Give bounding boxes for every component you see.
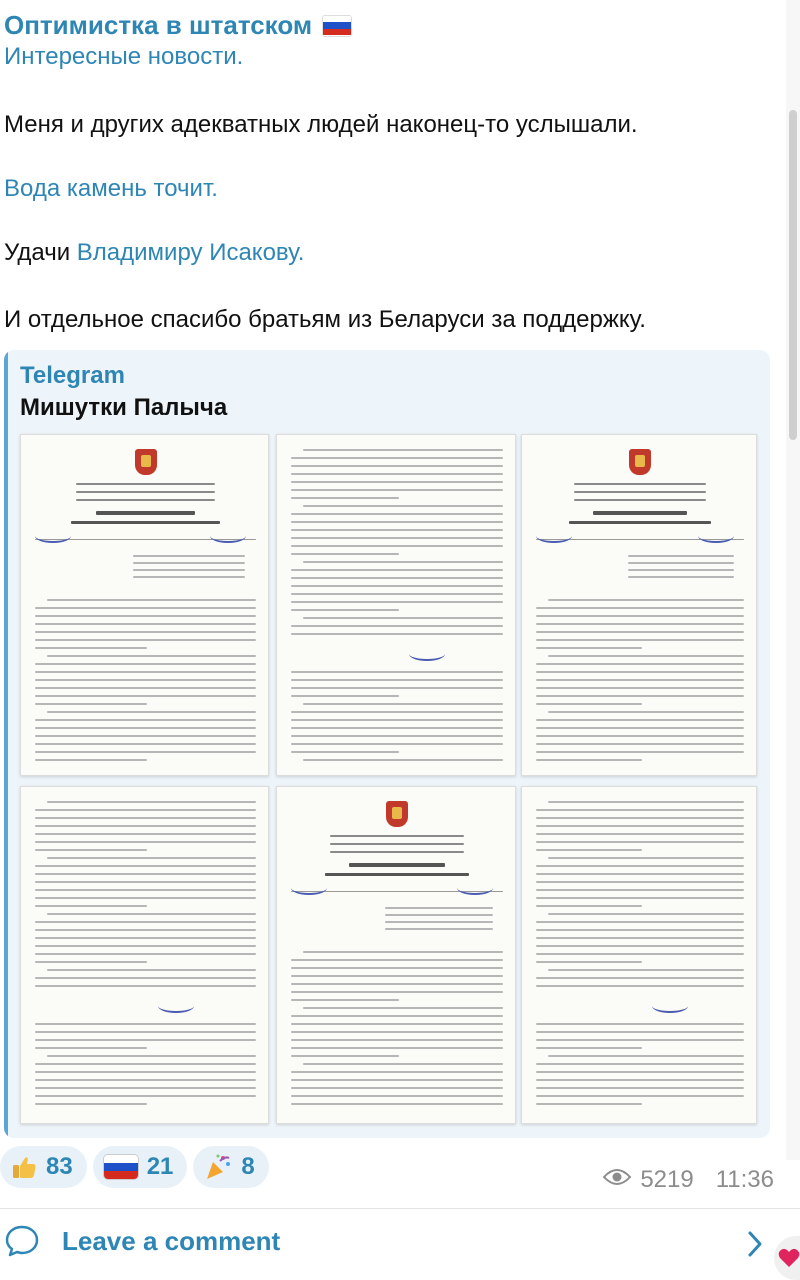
body-text-line — [35, 663, 256, 665]
body-text-line — [536, 937, 744, 939]
body-text-line — [291, 743, 503, 745]
body-text-line — [35, 631, 256, 633]
letterhead-title-line — [593, 511, 687, 515]
body-text-line — [536, 817, 744, 819]
letterhead-line — [330, 843, 464, 845]
body-text-line — [303, 703, 503, 705]
letterhead-line — [574, 483, 706, 485]
body-text-line — [303, 1007, 503, 1009]
body-text-line — [35, 735, 256, 737]
body-text-line — [47, 857, 256, 859]
handwritten-number-mark — [210, 529, 246, 543]
body-text-line — [291, 719, 503, 721]
signature-mark — [409, 647, 445, 661]
body-text-line — [536, 615, 744, 617]
post-time: 11:36 — [715, 1166, 774, 1193]
body-text-line — [35, 679, 256, 681]
body-text-line — [291, 751, 399, 753]
body-text-line — [47, 711, 256, 713]
body-text-line — [536, 953, 744, 955]
body-text-line — [291, 1079, 503, 1081]
body-text-line — [35, 1095, 256, 1097]
view-count: 5219 — [640, 1166, 694, 1193]
addressee-line — [133, 569, 245, 571]
body-text-line — [536, 703, 642, 705]
body-text-line — [536, 759, 642, 761]
divider — [0, 1208, 800, 1209]
body-text-line — [536, 833, 744, 835]
body-text-line — [291, 529, 503, 531]
body-text-line — [536, 735, 744, 737]
body-text-line — [291, 1015, 503, 1017]
body-text-line — [35, 953, 256, 955]
body-text-line — [35, 719, 256, 721]
body-text-line — [536, 881, 744, 883]
body-text-line — [291, 679, 503, 681]
preview-accent-bar — [4, 350, 8, 1138]
body-text-line — [536, 623, 744, 625]
handwritten-date-mark — [536, 529, 572, 543]
comment-bubble-icon — [4, 1224, 40, 1263]
handwritten-number-mark — [457, 881, 493, 895]
body-text-line — [303, 759, 503, 761]
body-text-line — [291, 569, 503, 571]
addressee-line — [628, 576, 734, 578]
body-text-line — [35, 687, 256, 689]
addressee-line — [385, 928, 493, 930]
body-text-line — [536, 1031, 744, 1033]
body-text-line — [35, 825, 256, 827]
body-text-line — [303, 561, 503, 563]
letterhead-title-line — [569, 521, 711, 524]
body-text-line — [35, 751, 256, 753]
body-text-line — [35, 703, 147, 705]
reaction-party[interactable] — [193, 1146, 268, 1188]
body-text-line — [35, 937, 256, 939]
comment-label: Leave a comment — [62, 1226, 281, 1256]
body-text-line — [35, 905, 147, 907]
body-text-line — [548, 655, 744, 657]
document-scan[interactable] — [521, 434, 757, 776]
letterhead-line — [76, 491, 215, 493]
body-text-line — [536, 1071, 744, 1073]
addressee-line — [133, 555, 245, 557]
channel-title: Оптимистка в штатском — [4, 10, 313, 40]
body-text-line — [35, 647, 147, 649]
addressee-line — [385, 921, 493, 923]
addressee-line — [133, 576, 245, 578]
body-text-line — [291, 687, 503, 689]
body-text-line — [548, 1055, 744, 1057]
body-text-line — [35, 615, 256, 617]
body-text-line — [291, 601, 503, 603]
body-text-line — [35, 1103, 147, 1105]
body-text-line — [35, 985, 256, 987]
body-text-line — [536, 985, 744, 987]
russia-flag-icon — [322, 15, 352, 37]
body-text-line — [35, 743, 256, 745]
body-text-line — [291, 1047, 503, 1049]
scrollbar-thumb[interactable] — [789, 110, 797, 440]
body-text-line — [291, 975, 503, 977]
body-text-line — [35, 889, 256, 891]
body-text-line — [35, 865, 256, 867]
body-text-line — [536, 743, 744, 745]
body-text-line — [35, 1063, 256, 1065]
body-text-line — [291, 1055, 399, 1057]
body-text-line — [291, 465, 503, 467]
letterhead-title-line — [349, 863, 445, 867]
body-text-line — [536, 1087, 744, 1089]
body-text-line — [536, 905, 642, 907]
body-text-line — [291, 481, 503, 483]
reaction-flag[interactable] — [93, 1146, 188, 1188]
post-line-heard: Меня и других адекватных людей наконец-то услышали. — [4, 111, 638, 138]
chevron-right-icon — [746, 1230, 764, 1263]
body-text-line — [35, 1087, 256, 1089]
addressee-line — [385, 907, 493, 909]
body-text-line — [35, 977, 256, 979]
body-text-line — [291, 735, 503, 737]
body-text-line — [47, 801, 256, 803]
body-text-line — [35, 945, 256, 947]
state-emblem-icon — [629, 449, 651, 475]
scrollbar-track[interactable] — [786, 0, 800, 1160]
body-text-line — [291, 1071, 503, 1073]
body-text-line — [47, 655, 256, 657]
body-text-line — [536, 865, 744, 867]
body-text-line — [291, 671, 503, 673]
body-text-line — [536, 751, 744, 753]
body-text-line — [291, 593, 503, 595]
body-text-line — [291, 1103, 503, 1105]
body-text-line — [291, 545, 503, 547]
letterhead-title-line — [325, 873, 469, 876]
body-text-line — [35, 727, 256, 729]
body-text-line — [291, 609, 399, 611]
body-text-line — [35, 1023, 256, 1025]
body-text-line — [536, 719, 744, 721]
body-text-line — [47, 913, 256, 915]
post-line-link-water[interactable]: Вода камень точит. — [4, 175, 218, 202]
body-text-line — [291, 489, 503, 491]
body-text-line — [291, 967, 503, 969]
body-text-line — [35, 1031, 256, 1033]
document-scan[interactable] — [20, 434, 269, 776]
heart-icon — [778, 1248, 800, 1273]
body-text-line — [303, 617, 503, 619]
signature-mark — [158, 999, 194, 1013]
body-text-line — [536, 921, 744, 923]
body-text-line — [291, 1031, 503, 1033]
body-text-line — [291, 497, 399, 499]
body-text-line — [536, 695, 744, 697]
link-preview-card[interactable] — [4, 350, 770, 1138]
reactions-bar — [0, 1146, 269, 1188]
body-text-line — [548, 801, 744, 803]
body-text-line — [35, 809, 256, 811]
body-text-line — [35, 929, 256, 931]
body-text-line — [47, 1055, 256, 1057]
body-text-line — [536, 687, 744, 689]
thumbs-up-icon — [10, 1153, 38, 1181]
body-text-line — [536, 961, 642, 963]
channel-name[interactable] — [4, 10, 352, 41]
body-text-line — [536, 647, 642, 649]
body-text-line — [303, 505, 503, 507]
document-scan[interactable] — [276, 786, 516, 1124]
isakov-link[interactable]: Владимиру Исакову. — [76, 239, 305, 266]
letterhead-line — [574, 499, 706, 501]
body-text-line — [291, 585, 503, 587]
reaction-thumbs-up[interactable] — [0, 1146, 87, 1188]
post-line-link-news[interactable]: Интересные новости. — [4, 43, 244, 70]
body-text-line — [35, 1039, 256, 1041]
russia-flag-icon — [103, 1154, 139, 1180]
body-text-line — [35, 607, 256, 609]
body-text-line — [303, 449, 503, 451]
body-text-line — [536, 977, 744, 979]
body-text-line — [536, 945, 744, 947]
body-text-line — [35, 921, 256, 923]
leave-comment-button[interactable] — [0, 1210, 800, 1280]
body-text-line — [536, 809, 744, 811]
body-text-line — [536, 873, 744, 875]
body-text-line — [536, 929, 744, 931]
body-text-line — [536, 1047, 642, 1049]
body-text-line — [291, 457, 503, 459]
body-text-line — [536, 727, 744, 729]
body-text-line — [536, 671, 744, 673]
body-text-line — [35, 623, 256, 625]
reaction-count: 83 — [46, 1153, 73, 1180]
body-text-line — [35, 841, 256, 843]
body-text-line — [35, 1071, 256, 1073]
body-text-line — [536, 607, 744, 609]
signature-mark — [652, 999, 688, 1013]
document-scan[interactable] — [20, 786, 269, 1124]
letterhead-line — [76, 499, 215, 501]
body-text-line — [291, 1039, 503, 1041]
body-text-line — [291, 1095, 503, 1097]
body-text-line — [291, 521, 503, 523]
good-luck-text: Удачи — [4, 239, 77, 266]
document-scan[interactable] — [521, 786, 757, 1124]
handwritten-number-mark — [698, 529, 734, 543]
body-text-line — [291, 999, 399, 1001]
body-text-line — [35, 1079, 256, 1081]
body-text-line — [291, 727, 503, 729]
body-text-line — [291, 513, 503, 515]
body-text-line — [291, 553, 399, 555]
body-text-line — [291, 473, 503, 475]
body-text-line — [303, 1063, 503, 1065]
body-text-line — [47, 969, 256, 971]
body-text-line — [536, 1079, 744, 1081]
body-text-line — [291, 983, 503, 985]
body-text-line — [35, 881, 256, 883]
body-text-line — [35, 897, 256, 899]
body-text-line — [536, 1095, 744, 1097]
body-text-line — [291, 991, 503, 993]
reaction-count: 8 — [241, 1153, 255, 1180]
body-text-line — [536, 889, 744, 891]
body-text-line — [47, 599, 256, 601]
addressee-line — [628, 555, 734, 557]
body-text-line — [35, 817, 256, 819]
body-text-line — [548, 857, 744, 859]
body-text-line — [548, 969, 744, 971]
body-text-line — [536, 849, 642, 851]
post-meta — [602, 1166, 774, 1194]
letterhead-line — [574, 491, 706, 493]
body-text-line — [35, 759, 147, 761]
body-text-line — [291, 1087, 503, 1089]
handwritten-date-mark — [35, 529, 71, 543]
addressee-line — [628, 569, 734, 571]
handwritten-date-mark — [291, 881, 327, 895]
body-text-line — [303, 951, 503, 953]
body-text-line — [536, 1103, 642, 1105]
preview-source: Telegram — [20, 362, 125, 389]
body-text-line — [536, 663, 744, 665]
letterhead-line — [330, 835, 464, 837]
preview-title: Мишутки Палыча — [20, 394, 228, 421]
letterhead-title-line — [96, 511, 196, 515]
reaction-count: 21 — [146, 1153, 174, 1180]
body-text-line — [536, 679, 744, 681]
body-text-line — [536, 897, 744, 899]
body-text-line — [291, 711, 503, 713]
body-text-line — [536, 825, 744, 827]
body-text-line — [35, 695, 256, 697]
body-text-line — [548, 599, 744, 601]
body-text-line — [536, 631, 744, 633]
body-text-line — [35, 961, 147, 963]
letterhead-line — [76, 483, 215, 485]
state-emblem-icon — [135, 449, 157, 475]
body-text-line — [536, 1039, 744, 1041]
state-emblem-icon — [386, 801, 408, 827]
body-text-line — [291, 1023, 503, 1025]
body-text-line — [548, 711, 744, 713]
eye-icon — [602, 1166, 632, 1194]
body-text-line — [291, 695, 399, 697]
letterhead-title-line — [71, 521, 220, 524]
body-text-line — [35, 671, 256, 673]
body-text-line — [291, 633, 503, 635]
body-text-line — [35, 849, 147, 851]
addressee-line — [385, 914, 493, 916]
body-text-line — [536, 1063, 744, 1065]
body-text-line — [35, 833, 256, 835]
post-line-good-luck — [4, 238, 304, 268]
body-text-line — [291, 577, 503, 579]
body-text-line — [291, 537, 503, 539]
body-text-line — [35, 639, 256, 641]
document-scan[interactable] — [276, 434, 516, 776]
body-text-line — [35, 873, 256, 875]
body-text-line — [536, 841, 744, 843]
body-text-line — [536, 639, 744, 641]
letterhead-line — [330, 851, 464, 853]
body-text-line — [291, 625, 503, 627]
body-text-line — [291, 959, 503, 961]
body-text-line — [536, 1023, 744, 1025]
body-text-line — [548, 913, 744, 915]
body-text-line — [35, 1047, 147, 1049]
addressee-line — [133, 562, 245, 564]
post-line-thanks: И отдельное спасибо братьям из Беларуси за поддержку. — [4, 306, 646, 333]
addressee-line — [628, 562, 734, 564]
party-popper-icon — [203, 1152, 233, 1182]
